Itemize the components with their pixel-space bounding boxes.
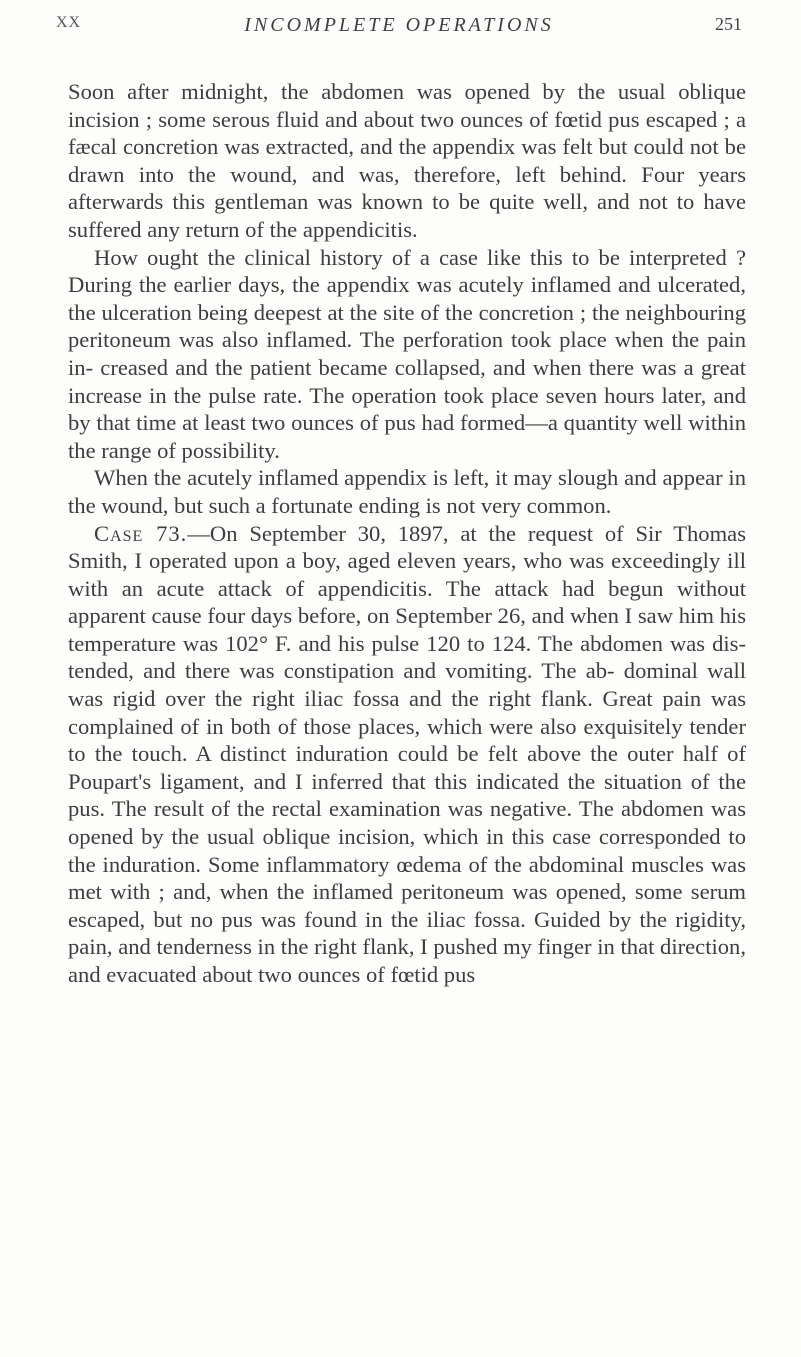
paragraph-2: How ought the clinical history of a case like this to be interpreted ? During the earlier days, the appendix was acutely inflamed and ulcerated, the ulceration being deepest at the site of the concretion ; the neighbouring peritoneum was also inflamed. The perforation took place when the pain in- creased and the patient became collapsed, and when there was a great increase in the pulse rate. The operation took place seven hours later, and by that time at least two ounces of pus had formed—a quantity well within the range of possibility. — [68, 244, 746, 463]
chapter-title: INCOMPLETE OPERATIONS — [244, 14, 554, 36]
case-text: —On September 30, 1897, at the request of Sir Thomas Smith, I operated upon a boy, aged eleven years, who was exceedingly ill with an acute attack of appendicitis. The attack had begun without apparent cause four days before, on September 26, and when I saw him his temperature was 102° F. and his pulse 120 to 124. The abdomen was dis- tended, and there was constipation and vomiting. The ab- dominal wall was rigid over the right iliac fossa and the right flank. Great pain was complained of in both of those places, which were also exquisitely tender to the touch. A distinct induration could be felt above the outer half of Poupart's ligament, and I inferred that this indicated the situation of the pus. The result of the rectal examination was negative. The abdomen was opened by the usual oblique incision, which in this case corresponded to the induration. Some inflammatory œdema of the abdominal muscles was met with ; and, when the inflamed peritoneum was opened, some serum escaped, but no pus was found in the iliac fossa. Guided by the rigidity, pain, and tenderness in the right flank, I pushed my finger in that direction, and evacuated about two ounces of fœtid pus — [68, 520, 746, 987]
page-number: 251 — [715, 14, 742, 34]
paragraph-3: When the acutely inflamed appendix is left, it may slough and appear in the wound, but such a fortunate ending is not very common. — [68, 465, 746, 518]
paragraph-4 — [68, 520, 746, 989]
paragraph-1: Soon after midnight, the abdomen was opened by the usual oblique incision ; some serous fluid and about two ounces of fœtid pus escaped ; a fæcal concretion was extracted, and the appendix was felt but could not be drawn into the wound, and was, therefore, left behind. Four years afterwards this gentleman was known to be quite well, and not to have suffered any return of the appendicitis. — [68, 79, 746, 242]
chapter-number: XX — [56, 14, 82, 31]
body-text — [68, 78, 746, 989]
running-head — [56, 14, 742, 40]
case-label: Case 73. — [94, 520, 188, 546]
